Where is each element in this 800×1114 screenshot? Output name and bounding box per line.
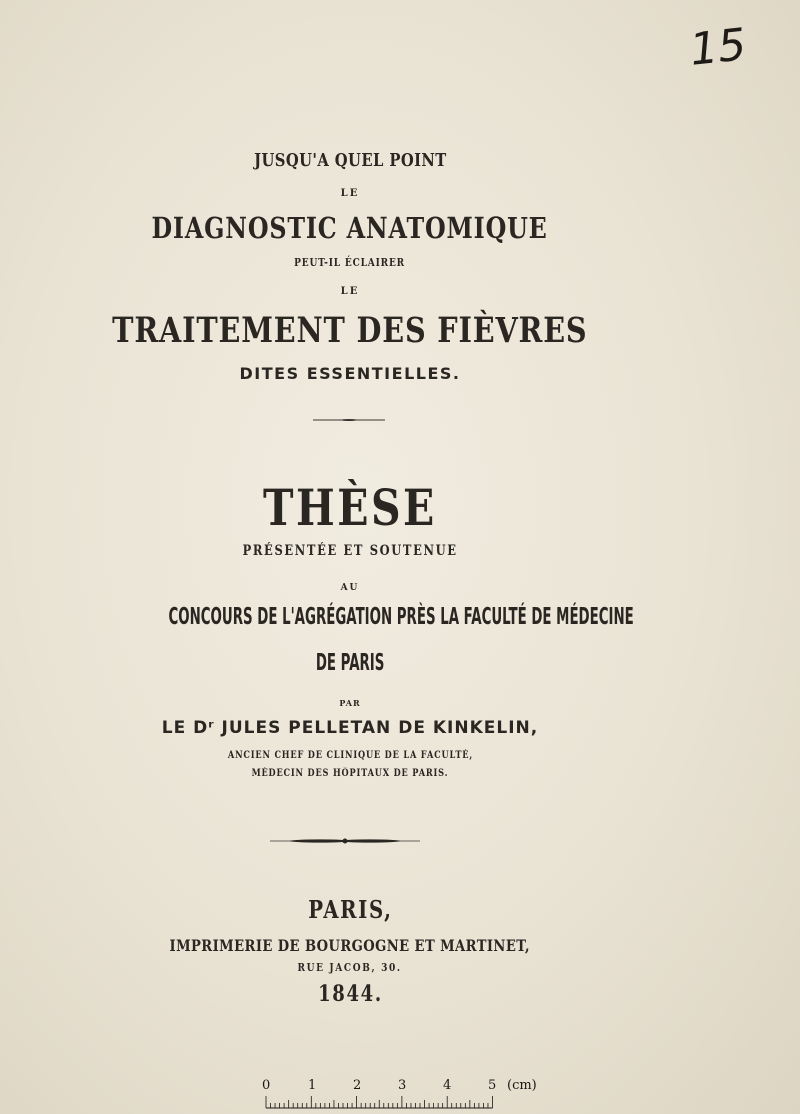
thesis-au: AU (340, 583, 360, 593)
measurement-scale (255, 1075, 535, 1111)
thesis-line-2: DE PARIS (315, 650, 385, 676)
scale-label-3: 3 (398, 1078, 407, 1093)
title-line-2: LE (340, 188, 360, 199)
ornamental-rule-top (313, 419, 385, 421)
imprint-year: 1844. (317, 981, 383, 1007)
scale-unit: (cm) (507, 1078, 537, 1093)
thesis-heading: THÈSE (263, 478, 437, 537)
scale-label-4: 4 (443, 1078, 452, 1093)
handwritten-page-number: 15 (687, 19, 749, 76)
title-line-3: DIAGNOSTIC ANATOMIQUE (151, 211, 549, 245)
scale-label-1: 1 (308, 1078, 317, 1093)
title-line-4: PEUT-IL ÉCLAIRER (294, 256, 406, 269)
scale-label-5: 5 (488, 1078, 497, 1093)
thesis-subheading: PRÉSENTÉE ET SOUTENUE (242, 543, 458, 559)
author-credential-2: MÉDECIN DES HÔPITAUX DE PARIS. (251, 768, 449, 779)
title-line-7: DITES ESSENTIELLES. (239, 364, 461, 383)
author-par: PAR (339, 698, 361, 708)
imprint-city: PARIS, (307, 895, 393, 924)
ornamental-rule-bottom (270, 837, 420, 845)
scale-label-0: 0 (262, 1078, 271, 1093)
title-line-1: JUSQU'A QUEL POINT (253, 150, 447, 171)
title-line-5: LE (340, 286, 360, 297)
scale-label-2: 2 (353, 1078, 362, 1093)
imprint-printer: IMPRIMERIE DE BOURGOGNE ET MARTINET, (169, 936, 531, 955)
scale-ruler (255, 1075, 535, 1111)
author-name: LE Dʳ JULES PELLETAN DE KINKELIN, (161, 718, 539, 738)
author-credential-1: ANCIEN CHEF DE CLINIQUE DE LA FACULTÉ, (227, 750, 473, 761)
title-line-6: TRAITEMENT DES FIÈVRES (112, 310, 588, 351)
imprint-address: RUE JACOB, 30. (297, 961, 403, 974)
thesis-line-1: CONCOURS DE L'AGRÉGATION PRÈS LA FACULTÉ DE MÉDECINE (168, 604, 634, 630)
